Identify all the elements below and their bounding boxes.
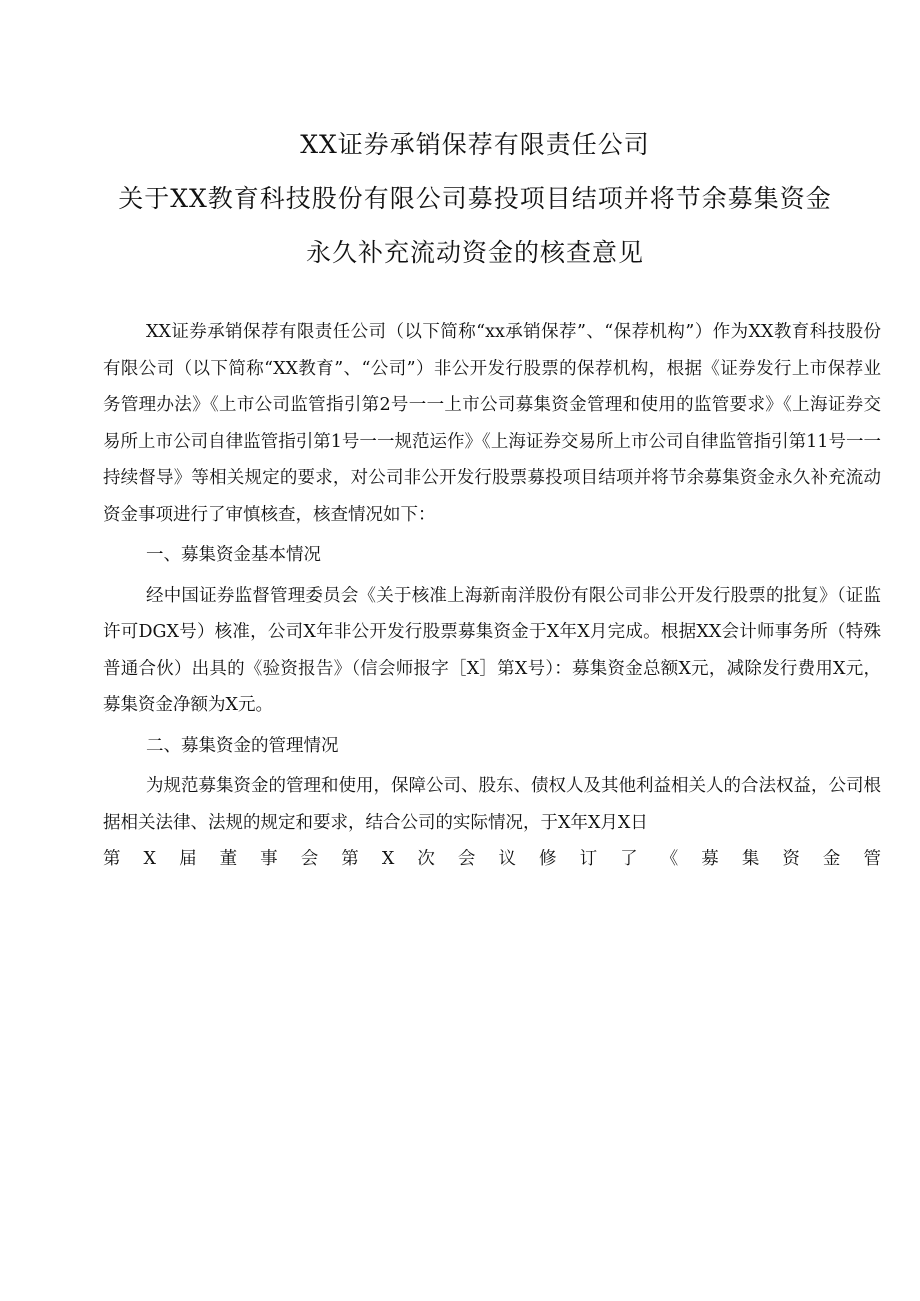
document-title [60, 118, 890, 280]
intro-paragraph: XX证券承销保荐有限责任公司（以下简称“xx承销保荐”、“保荐机构”）作为XX教育科技股份有限公司（以下简称“XX教育”、“公司”）非公开发行股票的保荐机构，根据《证券发行上市保荐业务管理办法》《上市公司监管指引第2号一一上市公司募集资金管理和使用的监管要求》《上海证券交易所上市公司自律监管指引第1号一一规范运作》《上海证券交易所上市公司自律监管指引第11号一一持续督导》等相关规定的要求，对公司非公开发行股票募投项目结项并将节余募集资金永久补充流动资金事项进行了审慎核查，核查情况如下： [103, 322, 881, 525]
section-paragraph-1: 经中国证券监督管理委员会《关于核准上海新南洋股份有限公司非公开发行股票的批复》（证监许可DGX号）核准，公司X年非公开发行股票募集资金于X年X月完成。根据XX会计师事务所（特殊普通合伙）出具的《验资报告》（信会师报字［X］第X号）：募集资金总额X元，减除发行费用X元，募集资金净额为X元。 [103, 585, 881, 715]
title-line-2: 关于XX教育科技股份有限公司募投项目结项并将节余募集资金 [118, 184, 832, 213]
section-heading-2: 二、募集资金的管理情况 [146, 735, 339, 756]
document-body [103, 314, 881, 878]
section-heading-1: 一、募集资金基本情况 [146, 545, 321, 565]
title-line-1: XX证券承销保荐有限责任公司 [300, 130, 650, 159]
title-line-3: 永久补充流动资金的核查意见 [305, 238, 644, 267]
section-paragraph-2-last-line: 第X届董事会第X次会议修订了《募集资金管 [103, 849, 881, 869]
section-paragraph-2: 为规范募集资金的管理和使用，保障公司、股东、债权人及其他利益相关人的合法权益，公司根据相关法律、法规的规定和要求，结合公司的实际情况，于X年X月X日 [103, 776, 881, 833]
